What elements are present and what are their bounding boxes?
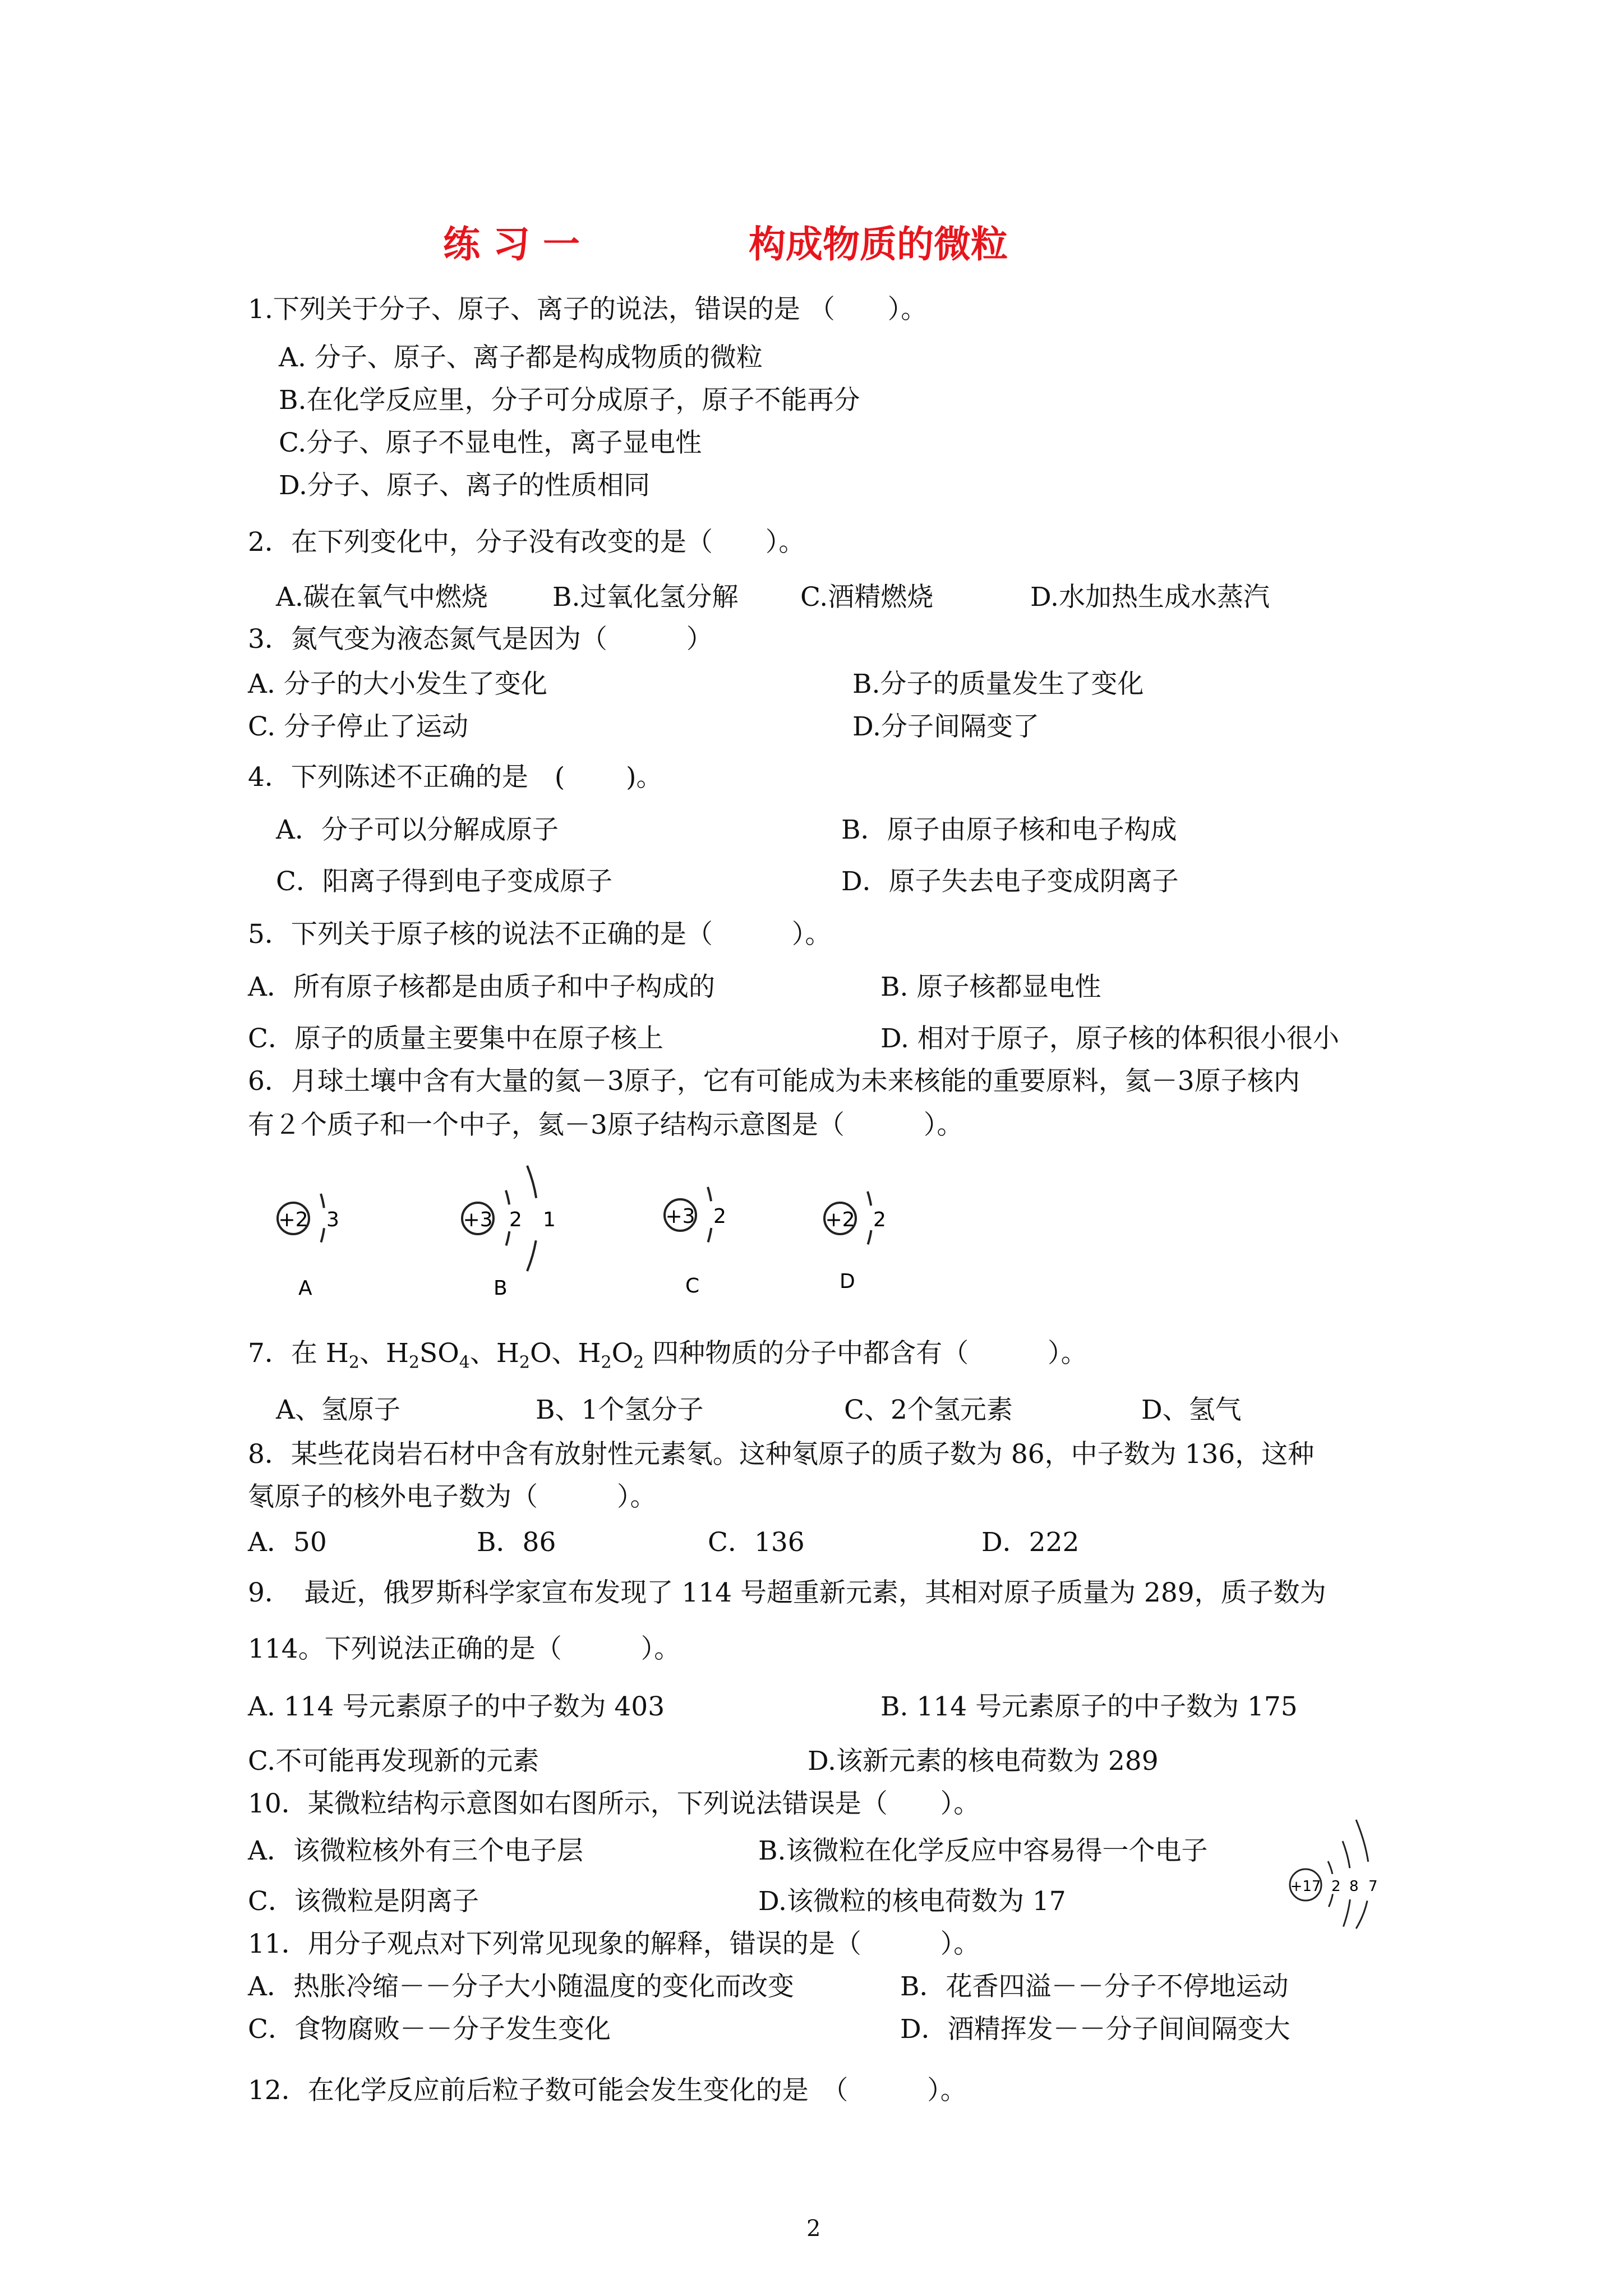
q8-stem-line1: 8．某些花岗岩石材中含有放射性元素氡。这种氡原子的质子数为 86，中子数为 136，这种 [248,1439,1315,1470]
q10-nucleus: +17 [1290,1878,1321,1895]
q10-stem: 10．某微粒结构示意图如右图所示，下列说法错误是（ ）。 [248,1788,980,1819]
q8-option-d: D．222 [981,1527,1080,1558]
q6-stem-line1: 6．月球土壤中含有大量的氦－3原子，它有可能成为未来核能的重要原料，氦－3原子核内 [248,1066,1300,1097]
q10-shell-3: 7 [1368,1878,1378,1895]
q2-option-b: B.过氧化氢分解 [552,582,739,613]
q6-diagram-c [656,1177,768,1308]
q2-option-c: C.酒精燃烧 [800,582,934,613]
q4-option-b: B．原子由原子核和电子构成 [841,815,1177,845]
q3-option-d: D.分子间隔变了 [852,711,1039,742]
q3-option-b: B.分子的质量发生了变化 [852,669,1144,700]
q3-stem: 3．氮气变为液态氮气是因为（ ） [248,624,713,655]
q6-b-nucleus: +3 [463,1208,493,1231]
q6-c-label: C [685,1274,700,1297]
q6-d-shell-1: 2 [873,1208,886,1231]
q6-a-nucleus: +2 [278,1208,308,1231]
q6-b-label: B [494,1277,508,1300]
q2-option-a: A.碳在氧气中燃烧 [276,582,488,613]
q10-option-d: D.该微粒的核电荷数为 17 [758,1886,1066,1917]
q11-option-b: B．花香四溢－－分子不停地运动 [900,1971,1289,2002]
q11-option-a: A．热胀冷缩－－分子大小随温度的变化而改变 [248,1971,794,2002]
q8-stem-line2: 氡原子的核外电子数为（ ）。 [248,1481,657,1512]
q10-atom-diagram [1284,1812,1396,1932]
q7-option-d: D、氢气 [1141,1395,1242,1425]
exercise-title-topic: 构成物质的微粒 [749,222,1008,266]
q5-stem: 5．下列关于原子核的说法不正确的是（ ）。 [248,919,832,950]
q9-option-a: A. 114 号元素原子的中子数为 403 [248,1691,665,1722]
q9-option-d: D.该新元素的核电荷数为 289 [808,1746,1159,1777]
q9-stem-line2: 114。下列说法正确的是（ ）。 [248,1634,681,1664]
q6-diagram-d [816,1184,928,1315]
q4-option-a: A．分子可以分解成原子 [276,815,559,845]
q1-option-b: B.在化学反应里，分子可分成原子，原子不能再分 [279,385,860,416]
q1-option-c: C.分子、原子不显电性，离子显电性 [279,427,702,458]
q10-option-b: B.该微粒在化学反应中容易得一个电子 [758,1835,1208,1866]
q3-option-c: C. 分子停止了运动 [248,711,469,742]
q6-d-nucleus: +2 [825,1208,855,1231]
q7-stem: 7．在 $H_2$、$H_2SO_4$、$H_2O$、$H_2O_2$ 四种物质的分子中都含有（ ）。 [248,1338,1087,1373]
q5-option-c: C．原子的质量主要集中在原子核上 [248,1023,663,1054]
q2-stem: 2．在下列变化中，分子没有改变的是（ ）。 [248,527,805,558]
q7-option-c: C、2个氢元素 [844,1395,1013,1425]
q6-b-shell-2: 1 [543,1208,556,1231]
page-number: 2 [806,2216,821,2242]
q4-option-d: D．原子失去电子变成阴离子 [841,866,1179,897]
q8-option-c: C．136 [708,1527,805,1558]
q12-stem: 12．在化学反应前后粒子数可能会发生变化的是 （ ）。 [248,2075,967,2106]
q1-option-d: D.分子、原子、离子的性质相同 [279,470,650,501]
q6-diagram-a [269,1184,381,1315]
q10-option-c: C．该微粒是阴离子 [248,1886,479,1917]
q11-option-c: C．食物腐败－－分子发生变化 [248,2014,611,2045]
q2-option-d: D.水加热生成水蒸汽 [1030,582,1270,613]
q7-option-b: B、1个氢分子 [536,1395,704,1425]
q6-stem-line2: 有２个质子和一个中子，氦－3原子结构示意图是（ ）。 [248,1110,963,1140]
q11-stem: 11．用分子观点对下列常见现象的解释，错误的是（ ）。 [248,1929,980,1959]
q8-option-b: B．86 [477,1527,556,1558]
q9-stem-line1: 9． 最近，俄罗斯科学家宣布发现了 114 号超重新元素，其相对原子质量为 289，质子数为 [248,1577,1326,1608]
q8-option-a: A．50 [248,1527,327,1558]
q5-option-b: B. 原子核都显电性 [880,972,1101,1002]
q6-b-shell-1: 2 [509,1208,522,1231]
q6-a-shell-1: 3 [326,1208,339,1231]
q6-c-nucleus: +3 [665,1205,695,1228]
q1-option-a: A. 分子、原子、离子都是构成物质的微粒 [279,342,763,373]
q6-c-shell-1: 2 [713,1205,726,1228]
q5-option-d: D. 相对于原子，原子核的体积很小很小 [880,1023,1339,1054]
q3-option-a: A. 分子的大小发生了变化 [248,669,547,700]
q11-option-d: D．酒精挥发－－分子间间隔变大 [900,2014,1290,2045]
q10-shell-1: 2 [1331,1878,1341,1895]
q4-option-c: C．阳离子得到电子变成原子 [276,866,612,897]
q4-stem: 4．下列陈述不正确的是 ( )。 [248,762,663,793]
q10-option-a: A．该微粒核外有三个电子层 [248,1835,583,1866]
q1-stem: 1.下列关于分子、原子、离子的说法，错误的是 （ ）。 [248,294,928,325]
q7-option-a: A、氢原子 [276,1395,400,1425]
q6-diagram-b [449,1161,589,1315]
q10-shell-2: 8 [1349,1878,1359,1895]
q9-option-b: B. 114 号元素原子的中子数为 175 [880,1691,1298,1722]
exercise-title-number: 练 习 一 [443,222,580,266]
q9-option-c: C.不可能再发现新的元素 [248,1746,540,1777]
q6-d-label: D [840,1270,855,1293]
q5-option-a: A．所有原子核都是由质子和中子构成的 [248,972,715,1002]
q6-a-label: A [298,1277,312,1300]
